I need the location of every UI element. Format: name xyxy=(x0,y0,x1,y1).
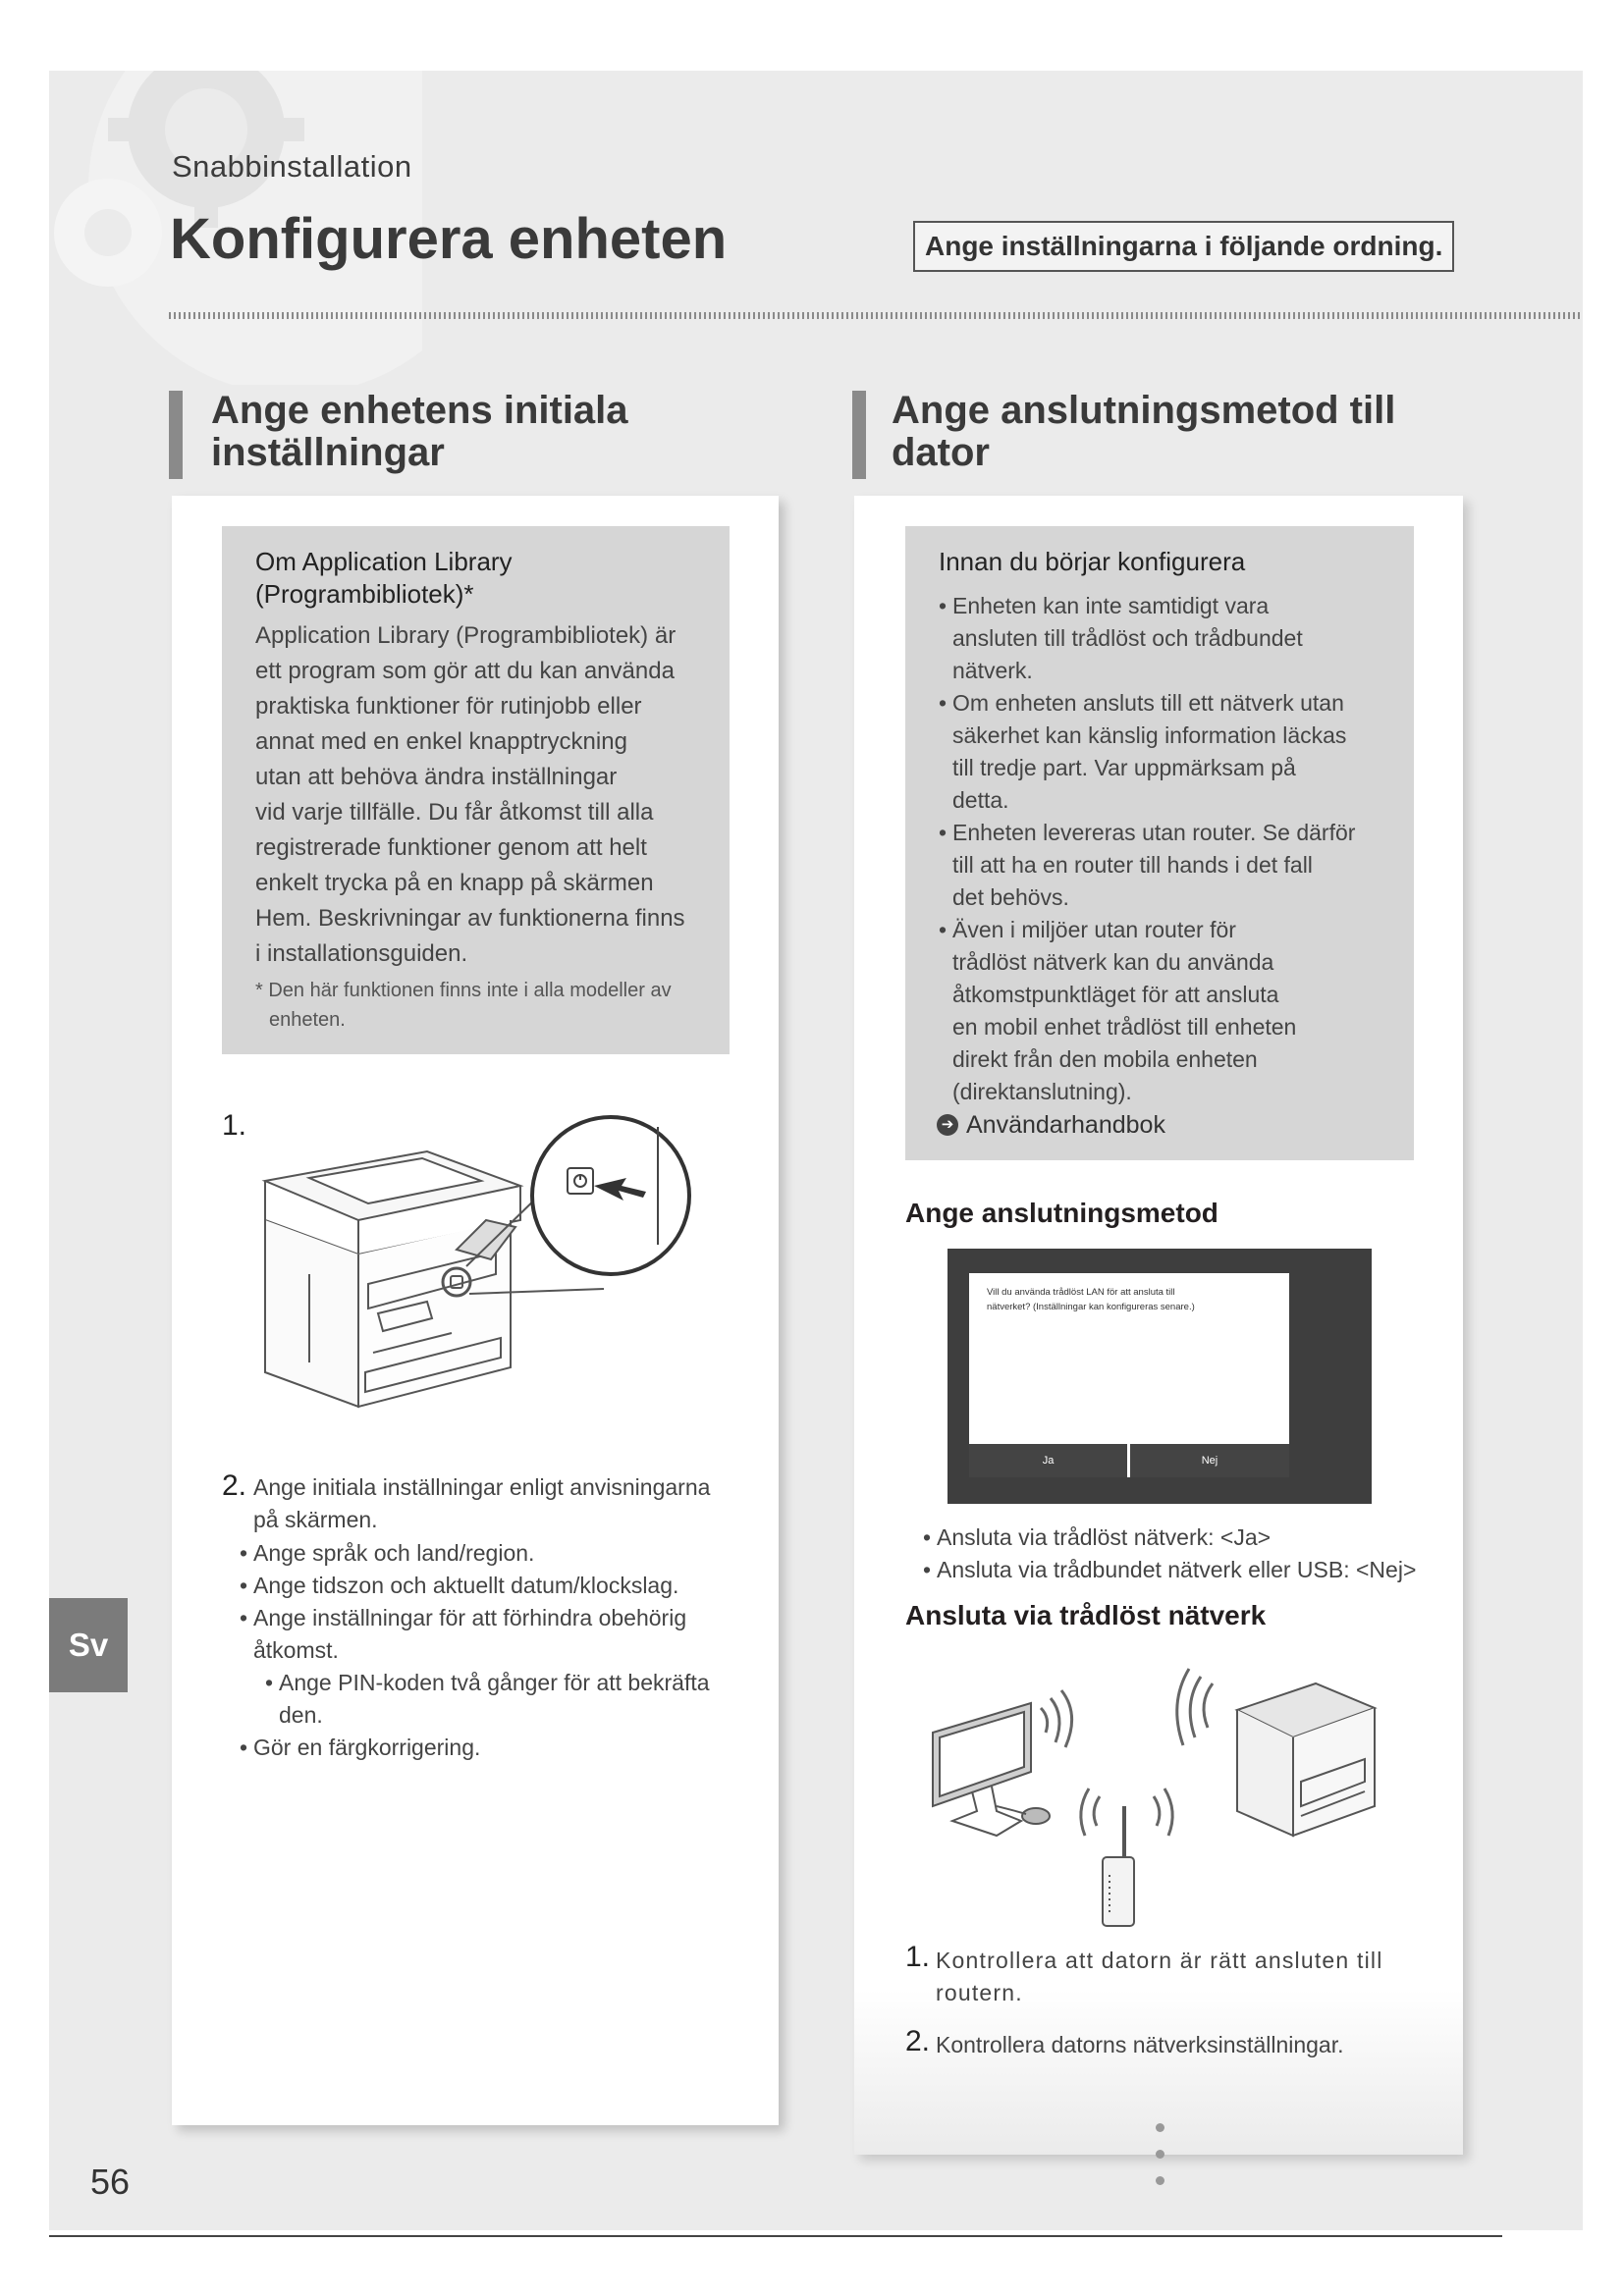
list-item-line: till tredje part. Var uppmärksam på xyxy=(952,755,1296,780)
list-item-line: • Enheten levereras utan router. Se därför xyxy=(952,820,1356,845)
wireless-heading: Ansluta via trådlöst nätverk xyxy=(905,1600,1267,1630)
arrow-right-circle-icon: ➔ xyxy=(937,1114,958,1136)
list-item: • Ange språk och land/region. xyxy=(240,1537,750,1570)
list-item xyxy=(939,590,1380,687)
note-body-line: annat med en enkel knapptryckning xyxy=(255,728,627,755)
list-item-sub xyxy=(265,1667,750,1732)
user-guide-link-label: Användarhandbok xyxy=(966,1111,1165,1139)
page-title: Konfigurera enheten xyxy=(170,207,728,271)
note-footnote xyxy=(255,976,696,1035)
right-section-title-line2: dator xyxy=(892,431,990,474)
screen-message xyxy=(987,1285,1272,1314)
note-body-line: vid varje tillfälle. Du får åtkomst till alla xyxy=(255,799,654,826)
list-item xyxy=(939,914,1380,1108)
connection-options xyxy=(923,1522,1434,1586)
list-item-line2: den. xyxy=(279,1702,323,1728)
note-title-line2: (Programbibliotek)* xyxy=(255,579,474,609)
language-tab: Sv xyxy=(49,1598,128,1692)
list-item-line: • Om enheten ansluts till ett nätverk utan xyxy=(952,690,1344,716)
list-item-line: (direktanslutning). xyxy=(952,1079,1132,1104)
footnote-line2: enheten. xyxy=(269,1009,346,1031)
note-body-line: utan att behöva ändra inställningar xyxy=(255,764,618,790)
list-item-line1: • Ange inställningar för att förhindra obehörig xyxy=(253,1605,687,1630)
note-body-line: Hem. Beskrivningar av funktionerna finns xyxy=(255,905,685,932)
note-body-line: enkelt trycka på en knapp på skärmen xyxy=(255,870,654,896)
wireless-network-illustration xyxy=(928,1649,1399,1934)
list-item-line: detta. xyxy=(952,787,1009,813)
list-item-line: säkerhet kan känslig information läckas xyxy=(952,722,1347,748)
printer-power-button-illustration xyxy=(255,1107,727,1461)
list-item-line: till att ha en router till hands i det fall xyxy=(952,852,1313,878)
continuation-dots xyxy=(1156,2123,1165,2185)
right-step1-number: 1. xyxy=(905,1941,931,1973)
note-body-line: ett program som gör att du kan använda xyxy=(255,658,675,684)
right-section-bar xyxy=(852,391,866,479)
note-body-line: registrerade funktioner genom att helt xyxy=(255,834,647,861)
left-step2-line2: på skärmen. xyxy=(253,1507,378,1532)
before-you-begin-note xyxy=(905,526,1414,1160)
left-section-bar xyxy=(169,391,183,479)
list-item-line: • Även i miljöer utan router för xyxy=(952,917,1236,942)
dotted-divider xyxy=(169,312,1583,319)
left-section-title xyxy=(211,390,628,474)
note-title-line1: Om Application Library xyxy=(255,547,513,576)
right-step1-line2: routern. xyxy=(936,1980,1023,2005)
list-item-line: direkt från den mobila enheten xyxy=(952,1046,1258,1072)
list-item-line: åtkomstpunktläget för att ansluta xyxy=(952,982,1279,1007)
list-item: • Gör en färgkorrigering. xyxy=(240,1732,750,1764)
list-item-line: • Enheten kan inte samtidigt vara xyxy=(952,593,1270,618)
right-section-title xyxy=(892,390,1395,474)
yes-button[interactable]: Ja xyxy=(969,1444,1127,1477)
list-item-line: ansluten till trådlöst och trådbundet xyxy=(952,625,1303,651)
list-item-line: det behövs. xyxy=(952,884,1069,910)
left-step2-bullets xyxy=(240,1537,750,1764)
left-step2-number: 2. xyxy=(222,1469,247,1502)
order-note-box: Ange inställningarna i följande ordning. xyxy=(913,221,1454,272)
list-item-line1: • Ange PIN-koden två gånger för att bekräfta xyxy=(279,1670,710,1695)
left-section-title-line1: Ange enhetens initiala xyxy=(211,389,628,432)
list-item xyxy=(939,687,1380,817)
note-title: Innan du börjar konfigurera xyxy=(939,547,1246,576)
page-number: 56 xyxy=(90,2162,131,2202)
note-body-line: Application Library (Programbibliotek) är xyxy=(255,622,677,649)
application-library-note xyxy=(222,526,730,1054)
bottom-rule xyxy=(49,2235,1502,2237)
device-screen-mockup xyxy=(947,1249,1372,1504)
no-button[interactable]: Nej xyxy=(1130,1444,1289,1477)
note-body-line: praktiska funktioner för rutinjobb eller xyxy=(255,693,642,720)
list-item xyxy=(240,1602,750,1667)
list-item-line: nätverk. xyxy=(952,658,1033,683)
list-item-line2: åtkomst. xyxy=(253,1637,339,1663)
note-body-line: i installationsguiden. xyxy=(255,940,468,967)
right-step2-text: Kontrollera datorns nätverksinställningar. xyxy=(936,2032,1344,2057)
left-step2-line1: Ange initiala inställningar enligt anvisningarna xyxy=(253,1474,711,1500)
breadcrumb: Snabbinstallation xyxy=(172,149,412,184)
left-step1-number: 1. xyxy=(222,1109,247,1142)
footnote-line1: * Den här funktionen finns inte i alla modeller av xyxy=(255,980,672,1001)
right-step1-line1: Kontrollera att datorn är rätt ansluten till xyxy=(936,1948,1383,1973)
right-section-title-line1: Ange anslutningsmetod till xyxy=(892,389,1396,432)
list-item: • Ansluta via trådbundet nätverk eller USB: <Nej> xyxy=(923,1554,1434,1586)
screen-message-line2: nätverket? (Inställningar kan konfigureras senare.) xyxy=(987,1302,1195,1312)
left-section-title-line2: inställningar xyxy=(211,431,445,474)
list-item-line: en mobil enhet trådlöst till enheten xyxy=(952,1014,1297,1040)
list-item: • Ansluta via trådlöst nätverk: <Ja> xyxy=(923,1522,1434,1554)
screen-message-line1: Vill du använda trådlöst LAN för att ansluta till xyxy=(987,1287,1175,1298)
right-step2-number: 2. xyxy=(905,2025,931,2057)
note-body xyxy=(255,618,696,972)
right-step1-text xyxy=(936,1945,1383,2009)
screen-panel xyxy=(969,1273,1289,1477)
list-item-line: trådlöst nätverk kan du använda xyxy=(952,949,1274,975)
left-step2-text xyxy=(253,1471,710,1536)
user-guide-link[interactable] xyxy=(939,1108,1380,1142)
connection-method-heading: Ange anslutningsmetod xyxy=(905,1198,1218,1228)
list-item xyxy=(939,817,1380,914)
list-item: • Ange tidszon och aktuellt datum/klockslag. xyxy=(240,1570,750,1602)
